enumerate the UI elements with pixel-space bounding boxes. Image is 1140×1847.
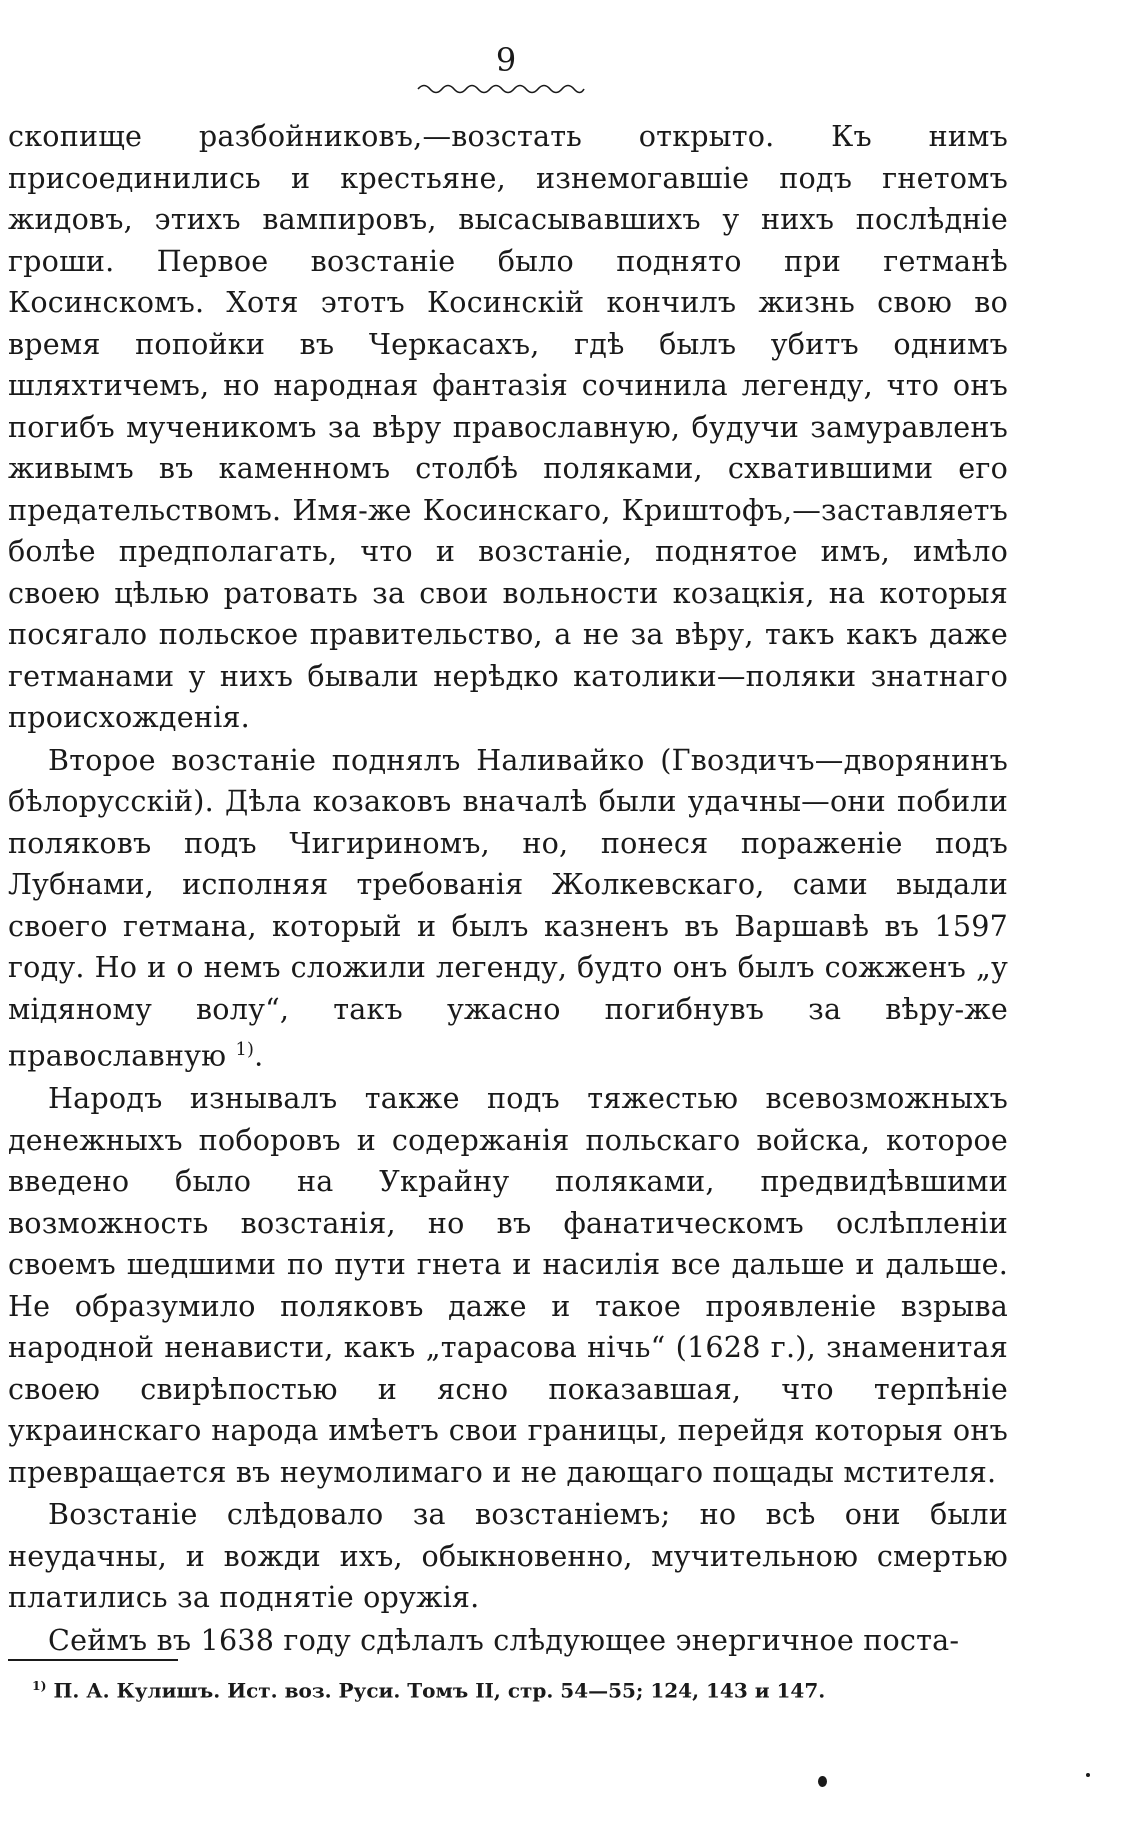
paragraph-4: Возстаніе слѣдовало за возстаніемъ; но всѣ они были неудачны, и вожди ихъ, обыкновенно, мучительною смертью платились за поднятіе оружія. bbox=[8, 1497, 1008, 1615]
ink-speck bbox=[818, 1776, 827, 1787]
footnote bbox=[32, 1672, 1012, 1705]
ink-speck-small bbox=[1086, 1773, 1090, 1777]
paragraph-2 bbox=[8, 740, 1008, 1078]
paragraph-2-tail: . bbox=[254, 1038, 264, 1073]
footnote-marker-number: 1 bbox=[32, 1678, 41, 1693]
footnote-text: П. А. Кулишъ. Ист. воз. Руси. Томъ II, стр. 54—55; 124, 143 и 147. bbox=[53, 1678, 826, 1703]
body-text bbox=[8, 116, 1008, 1662]
page-number-ornament bbox=[416, 80, 586, 94]
footnote-marker: 1) bbox=[32, 1678, 47, 1693]
footnote-rule bbox=[8, 1659, 178, 1661]
paragraph-2-text: Второе возстаніе поднялъ Наливайко (Гвоздичъ—дворянинъ бѣлорусскій). Дѣла козаковъ вначалѣ были удачны—они побили поляковъ подъ Чигириномъ, но, понеся пораженіе подъ Лубнами, исполняя требованія Жолкевскаго, сами выдали своего гетмана, который и былъ казненъ въ Варшавѣ въ 1597 году. Но и о немъ сложили легенду, будто онъ былъ сожженъ „у мідяному волу“, такъ ужасно погибнувъ за вѣру-же православную bbox=[8, 742, 1008, 1073]
paragraph-5: Сеймъ въ 1638 году сдѣлалъ слѣдующее энергичное поста- bbox=[48, 1622, 960, 1657]
paragraph-3: Народъ изнывалъ также подъ тяжестью всевозможныхъ денежныхъ поборовъ и содержанія польскаго войска, которое введено было на Украйну поляками, предвидѣвшими возможность возстанія, но въ фанатическомъ ослѣпленіи своемъ шедшими по пути гнета и насилія все дальше и дальше. Не образумило поляковъ даже и такое проявленіе взрыва народной ненависти, какъ „тарасова нічь“ (1628 г.), знаменитая своею свирѣпостью и ясно показавшая, что терпѣніе украинскаго народа имѣетъ свои границы, перейдя которыя онъ превращается въ неумолимаго и не дающаго пощады мстителя. bbox=[8, 1081, 1008, 1489]
page-number: 9 bbox=[495, 41, 517, 79]
footnote-reference: 1) bbox=[235, 1040, 255, 1060]
footnote-reference-number: 1 bbox=[235, 1040, 248, 1060]
paragraph-1: скопище разбойниковъ,—возстать открыто. Къ нимъ присоединились и крестьяне, изнемогавшіе подъ гнетомъ жидовъ, этихъ вампировъ, высасывавшихъ у нихъ послѣдніе гроши. Первое возстаніе было поднято при гетманѣ Косинскомъ. Хотя этотъ Косинскій кончилъ жизнь свою во время попойки въ Черкасахъ, гдѣ былъ убитъ однимъ шляхтичемъ, но народная фантазія сочинила легенду, что онъ погибъ мученикомъ за вѣру православную, будучи замуравленъ живымъ въ каменномъ столбѣ поляками, схватившими его предательствомъ. Имя-же Косинскаго, Криштофъ,—заставляетъ болѣе предполагать, что и возстаніе, поднятое имъ, имѣло своею цѣлью ратовать за свои вольности козацкія, на которыя посягало польское правительство, а не за вѣру, такъ какъ даже гетманами у нихъ бывали нерѣдко католики—поляки знатнаго происхожденія. bbox=[8, 119, 1008, 734]
